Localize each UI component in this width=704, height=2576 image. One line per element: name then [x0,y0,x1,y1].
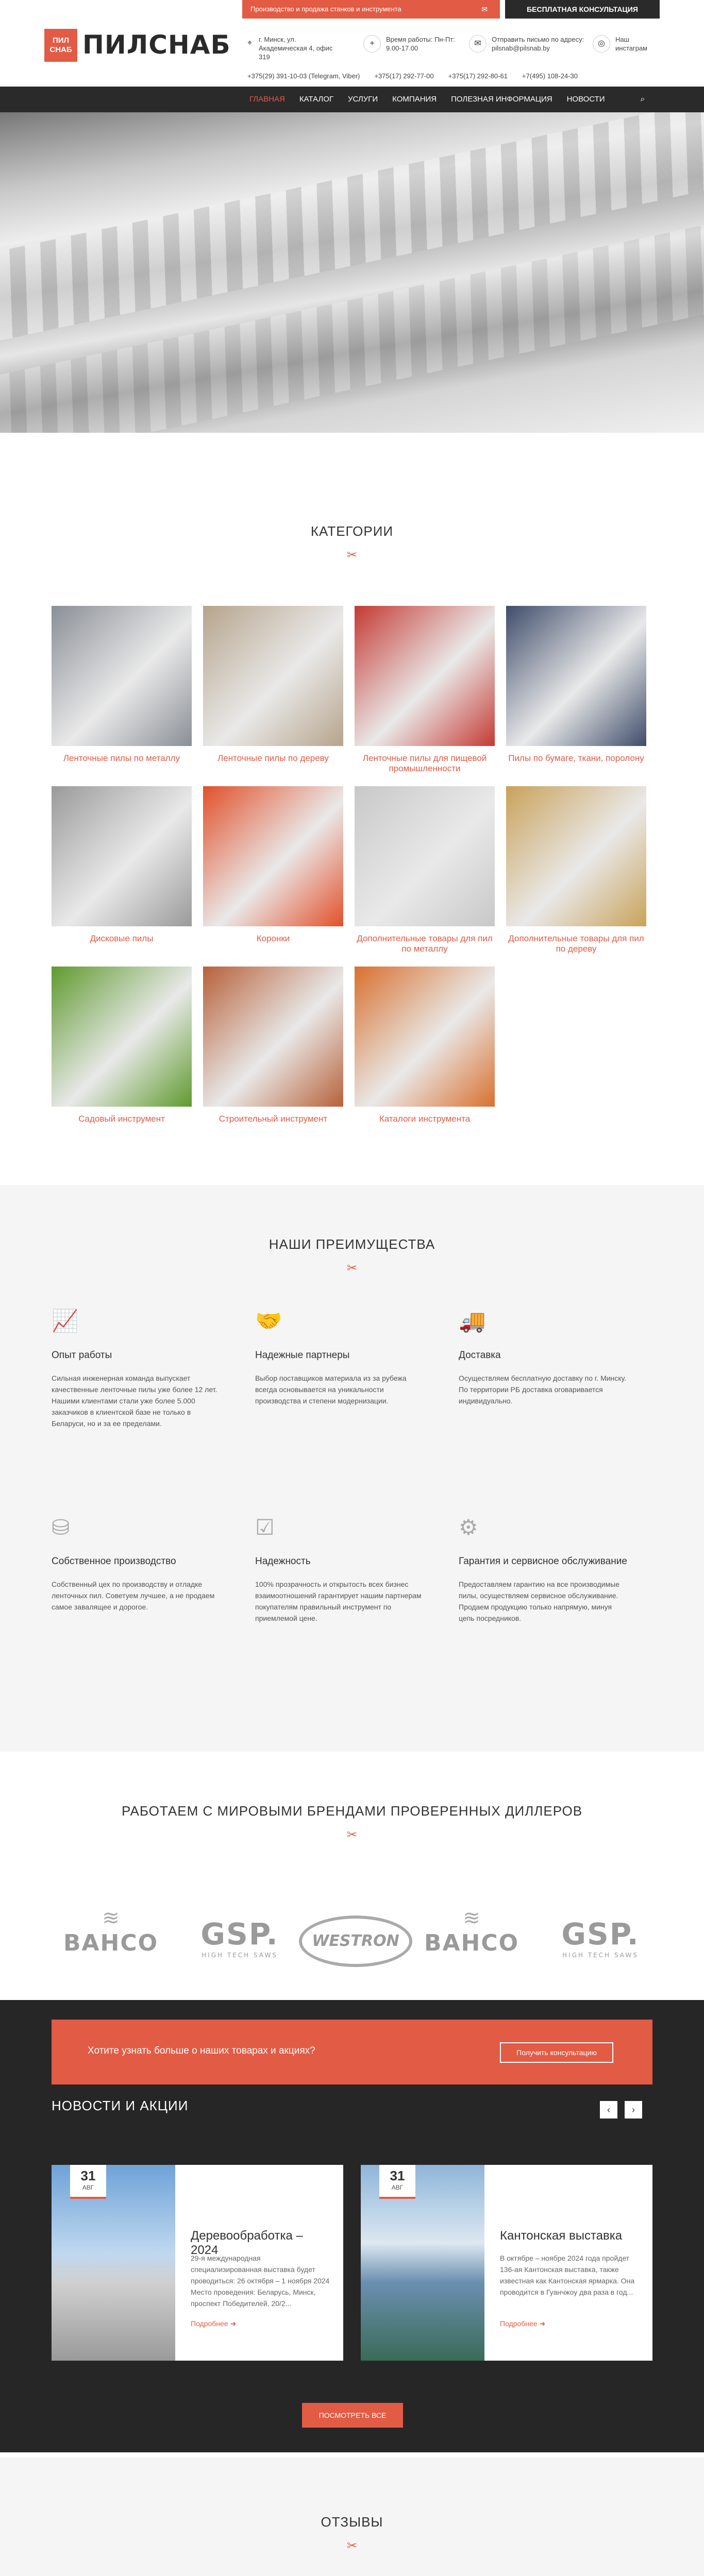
nav-item-news[interactable]: НОВОСТИ [566,95,605,104]
category-label[interactable]: Каталоги инструмента [379,1114,471,1124]
scissors-icon: ✂ [346,1261,358,1275]
advantage-text: Предоставляем гарантию на все производимые пилы, осуществляем сервисное обслуживание. Продаем продукцию только напрямую, минуя цепь посредников. [459,1580,619,1622]
brand-logo-gsp[interactable]: GSP. HIGH TECH SAWS [200,1917,279,1959]
read-more-link[interactable]: Подробнее ➜ [191,2319,237,2328]
phone-link[interactable]: +375(17) 292-77-00 [374,72,434,80]
category-card[interactable] [52,606,192,764]
promo-text: Производство и продажа станков и инструмента [250,5,401,13]
section-title: НОВОСТИ И АКЦИИ [52,2098,189,2113]
category-card[interactable] [506,606,646,764]
search-icon[interactable]: ⌕ [640,95,645,104]
section-title: ОТЗЫВЫ [321,2514,383,2530]
advantage-title: Собственное производство [52,1556,176,1567]
view-all-button[interactable]: ПОСМОТРЕТЬ ВСЕ [302,2403,403,2428]
prev-arrow-icon[interactable]: ‹ [600,2101,617,2119]
hero-banner [0,112,704,433]
category-label[interactable]: Ленточные пилы по дереву [217,753,329,763]
brand-logo-bahco[interactable]: ≋ BAHCO [407,1906,536,1984]
brand-logo-westron[interactable]: WESTRON [291,1906,420,1984]
category-label[interactable]: Дисковые пилы [90,934,154,943]
nav-item-catalog[interactable]: КАТАЛОГ [299,95,334,104]
category-label[interactable]: Ленточные пилы для пищевой промышленности [362,753,487,773]
category-label[interactable]: Дополнительные товары для пил по металлу [357,934,493,954]
coins-icon: ⛁ [52,1515,70,1539]
nav-item-services[interactable]: УСЛУГИ [348,95,378,104]
category-image[interactable] [52,786,192,926]
categories-header [0,523,704,563]
checkbox-icon: ☑ [255,1515,275,1539]
category-image[interactable] [203,967,343,1107]
instagram-block[interactable] [593,35,655,53]
news-title[interactable]: Кантонская выставка [500,2229,623,2243]
advantage-title: Опыт работы [52,1350,112,1361]
plus-icon: + [363,35,381,53]
category-card[interactable] [355,606,495,774]
instagram-icon[interactable]: ◎ [593,35,610,53]
header [0,19,704,87]
fish-icon: ≋ [463,1906,480,1930]
cta-banner [52,2020,652,2084]
top-bar [0,0,704,19]
gears-icon: ⚙ [459,1515,478,1539]
category-label[interactable]: Пилы по бумаге, ткани, поролону [508,753,644,763]
section-title: КАТЕГОРИИ [310,523,394,539]
news-text: 29-я международная специализированная выставка будет проводиться: 26 октября – 1 ноября 2024 Место проведения: Беларусь, Минск, проспект Победителей, 20/2... [191,2254,330,2308]
advantage-item [255,1515,425,1624]
scissors-icon: ✂ [346,2539,358,2553]
date-badge: 31 АВГ [379,2165,415,2199]
location-icon: ⌖ [247,39,253,47]
category-image[interactable] [203,606,343,746]
nav-item-home[interactable]: ГЛАВНАЯ [249,95,285,104]
get-consult-button[interactable]: Получить консультацию [500,2042,613,2063]
news-card[interactable] [361,2165,652,2361]
news-text: В октябре – ноябре 2024 года пройдет 136-ая Кантонская выставка, также известная как Кантонская ярмарка. Она проводится в Гуанчжоу два раза в год... [500,2254,635,2296]
advantage-text: Собственный цех по производству и отладке ленточных пил. Советуем лучшее, а не продаем самое завалящее и дорогое. [52,1580,215,1611]
advantage-text: Осуществляем бесплатную доставку по г. Минску. По территории РБ доставка оговаривается индивидуально. [459,1374,627,1405]
category-card[interactable] [506,786,646,954]
category-card[interactable] [203,606,343,764]
chart-icon: 📈 [52,1309,79,1333]
category-label[interactable]: Дополнительные товары для пил по дереву [508,934,644,954]
promo-bar [242,0,500,19]
advantage-item [52,1309,222,1429]
category-card[interactable] [355,786,495,954]
cta-question: Хотите узнать больше о наших товарах и акциях? [88,2045,315,2056]
advantage-item [52,1515,222,1613]
news-card[interactable] [52,2165,343,2361]
category-image[interactable] [506,606,646,746]
advantage-title: Надежные партнеры [255,1350,350,1361]
hours-text: Время работы: Пн-Пт: 9.00-17.00 [386,36,455,52]
email-link[interactable]: pilsnab@pilsnab.by [492,44,550,52]
read-more-link[interactable]: Подробнее ➜ [500,2319,546,2328]
advantage-item [459,1309,629,1406]
nav-item-company[interactable]: КОМПАНИЯ [392,95,437,104]
free-consult-button[interactable]: БЕСПЛАТНАЯ КОНСУЛЬТАЦИЯ [505,0,660,19]
category-card[interactable] [355,967,495,1124]
handshake-icon: 🤝 [255,1309,282,1333]
category-image[interactable] [52,606,192,746]
category-label[interactable]: Ленточные пилы по металлу [63,753,180,763]
category-image[interactable] [355,967,495,1107]
news-title[interactable]: Деревообработка – 2024 [191,2229,303,2257]
section-title: НАШИ ПРЕИМУЩЕСТВА [269,1236,435,1252]
advantage-text: Сильная инженерная команда выпускает качественные ленточные пилы уже более 12 лет. Нашими клиентами стали уже более 5.000 заказчиков в клиентской базе не только в Беларуси, но и за ее пределами. [52,1374,217,1428]
brand-logo-gsp[interactable]: GSP. HIGH TECH SAWS [561,1917,640,1959]
truck-icon: 🚚 [459,1309,486,1333]
hours-block [363,35,461,53]
reviews-header [0,2514,704,2553]
phones-row [247,72,660,80]
advantage-text: Выбор поставщиков материала из за рубежа всегда основывается на уникальности производства и степени модернизации. [255,1374,407,1405]
advantage-item [255,1309,425,1406]
phone-link[interactable]: +375(17) 292-80-61 [448,72,508,80]
category-image[interactable] [506,786,646,926]
category-image[interactable] [355,786,495,926]
category-card[interactable] [52,786,192,944]
nav-item-info[interactable]: ПОЛЕЗНАЯ ИНФОРМАЦИЯ [451,95,552,104]
category-label[interactable]: Садовый инструмент [78,1114,165,1124]
advantage-text: 100% прозрачность и открытость всех бизнес взаимоотношений гарантирует нашим партнерам покупателям правильный инструмент по приемлемой цене. [255,1580,422,1622]
advantage-title: Доставка [459,1350,501,1361]
email-block [469,35,593,53]
category-label[interactable]: Строительный инструмент [219,1114,328,1124]
address-block [247,35,345,61]
category-card[interactable] [203,786,343,944]
address-text: г. Минск, ул. Академическая 4, офис 319 [259,36,333,61]
category-card[interactable] [52,967,192,1124]
brands-header [0,1803,704,1842]
next-arrow-icon[interactable]: › [625,2101,642,2119]
scissors-icon: ✂ [346,548,358,562]
logo[interactable]: ПИЛ СНАБ [44,29,77,62]
advantage-item [459,1515,629,1624]
mail-icon[interactable]: ✉ [481,5,488,13]
brand-logo-bahco[interactable]: ≋ BAHCO [46,1906,175,1984]
advantage-title: Гарантия и сервисное обслуживание [459,1556,627,1567]
section-title: РАБОТАЕМ С МИРОВЫМИ БРЕНДАМИ ПРОВЕРЕННЫХ ДИЛЛЕРОВ [121,1803,583,1819]
main-nav [0,87,704,112]
advantage-title: Надежность [255,1556,311,1567]
phone-link[interactable]: +375(29) 391-10-03 (Telegram, Viber) [247,72,360,80]
instagram-label[interactable]: Наш инстаграм [615,36,648,52]
scissors-icon: ✂ [346,1828,358,1842]
envelope-icon: ✉ [469,35,487,53]
fish-icon: ≋ [102,1906,120,1930]
category-image[interactable] [355,606,495,746]
category-image[interactable] [203,786,343,926]
date-badge: 31 АВГ [70,2165,106,2199]
send-label: Отправить письмо по адресу: [492,36,584,43]
logo-text[interactable]: ПИЛСНАБ [82,30,231,60]
phone-link[interactable]: +7(495) 108-24-30 [522,72,578,80]
category-image[interactable] [52,967,192,1107]
category-card[interactable] [203,967,343,1124]
category-label[interactable]: Коронки [256,934,290,943]
brands-carousel [0,1906,704,1989]
advantages-section [0,1185,704,1752]
